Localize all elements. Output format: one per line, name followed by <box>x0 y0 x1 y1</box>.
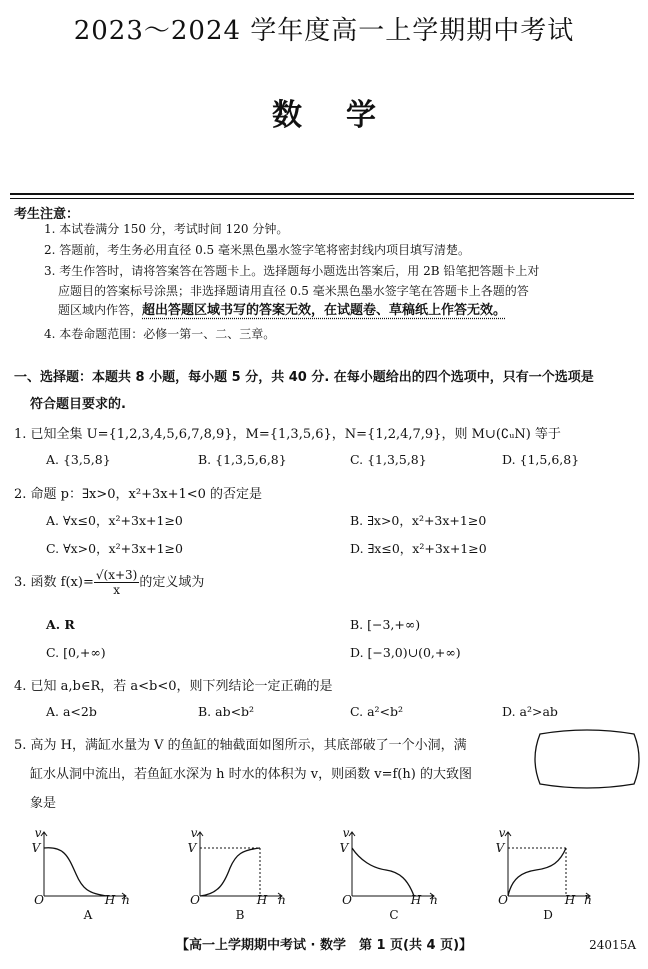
q4-option-c: C. a²<b² <box>350 704 404 719</box>
q3-stem <box>14 568 204 597</box>
graph-c-h-axis: h <box>430 893 438 907</box>
q4-stem: 4. 已知 a,b∈R，若 a<b<0，则下列结论一定正确的是 <box>14 679 333 694</box>
section1-line1: 一、选择题：本题共 8 小题，每小题 5 分，共 40 分. 在每小题给出的四个选项中，只有一个选项是 <box>14 370 594 385</box>
q4-option-a: A. a<2b <box>46 704 97 719</box>
exam-title: 2023～2024 学年度高一上学期期中考试 <box>73 16 575 46</box>
graph-a-v-max: V <box>31 841 41 855</box>
q1-option-a: A. {3,5,8} <box>46 452 111 467</box>
graph-b-h-mark: H <box>256 893 268 907</box>
graph-d-label: D <box>543 908 553 922</box>
graph-a-label: A <box>83 908 93 922</box>
graph-d-h-axis: h <box>584 893 592 907</box>
graph-b-origin: O <box>190 893 200 907</box>
q4-option-b: B. ab<b² <box>198 704 255 719</box>
q2-option-c: C. ∀x>0，x²+3x+1≥0 <box>46 541 183 556</box>
notice-item-3-cont: 应题目的答案标号涂黑；非选择题请用直径 0.5 毫米黑色墨水签字笔在答题卡上各题的答 <box>58 284 529 298</box>
q2-option-a: A. ∀x≤0，x²+3x+1≥0 <box>46 513 183 528</box>
q3-denominator: x <box>113 583 120 597</box>
graph-d-h-mark: H <box>564 893 576 907</box>
exam-code: 24015A <box>589 938 636 952</box>
graph-a-v-axis: v <box>34 826 42 840</box>
q2-option-b: B. ∃x>0，x²+3x+1≥0 <box>350 513 487 528</box>
q4-option-d: D. a²>ab <box>502 704 558 719</box>
page-footer: 【高一上学期期中考试 · 数学 第 1 页(共 4 页)】 <box>175 938 473 953</box>
graph-c-v-axis: v <box>342 826 350 840</box>
q3-option-a: A. R <box>46 617 75 632</box>
graph-b-v-axis: v <box>190 826 198 840</box>
notice-item-2: 2. 答题前，考生务必用直径 0.5 毫米黑色墨水签字笔将密封线内项目填写清楚。 <box>44 243 470 257</box>
q1-option-c: C. {1,3,5,8} <box>350 452 427 467</box>
notice-item-3-tail: 题区域内作答， <box>58 303 143 317</box>
q5-line2: 缸水从洞中流出，若鱼缸水深为 h 时水的体积为 v，则函数 v=f(h) 的大致图 <box>30 767 472 782</box>
notice-heading: 考生注意： <box>14 207 80 222</box>
q3-option-d: D. [−3,0)∪(0,+∞) <box>350 645 461 660</box>
q3-numerator: √(x+3) <box>95 568 138 582</box>
graph-c-label: C <box>389 908 399 922</box>
q2-stem: 2. 命题 p：∃x>0，x²+3x+1<0 的否定是 <box>14 487 263 502</box>
q3-fraction <box>94 568 139 597</box>
notice-item-4: 4. 本卷命题范围：必修一第一、二、三章。 <box>44 327 276 341</box>
subject-title: 数学 <box>272 98 420 133</box>
graph-c-h-mark: H <box>410 893 422 907</box>
fish-tank-diagram <box>534 728 640 790</box>
graph-d-v-axis: v <box>498 826 506 840</box>
q1-stem: 1. 已知全集 U={1,2,3,4,5,6,7,8,9}，M={1,3,5,6}，N={1,2,4,7,9}，则 M∪(∁ᵤN) 等于 <box>14 427 561 442</box>
graph-b-v-max: V <box>187 841 197 855</box>
q5-line1: 5. 高为 H，满缸水量为 V 的鱼缸的轴截面如图所示，其底部破了一个小洞，满 <box>14 738 467 753</box>
divider-thick <box>10 193 634 195</box>
q3-option-b: B. [−3,+∞) <box>350 617 421 632</box>
q1-option-d: D. {1,5,6,8} <box>502 452 580 467</box>
graph-b-h-axis: h <box>278 893 286 907</box>
q3-stem-post: 的定义域为 <box>139 575 205 590</box>
graph-c-v-max: V <box>339 841 349 855</box>
q2-option-d: D. ∃x≤0，x²+3x+1≥0 <box>350 541 487 556</box>
notice-item-3: 3. 考生作答时，请将答案答在答题卡上。选择题每小题选出答案后，用 2B 铅笔把答题卡上对 <box>44 264 540 278</box>
graph-b-label: B <box>235 908 245 922</box>
notice-item-3-end <box>58 302 506 319</box>
graph-d-v-max: V <box>495 841 505 855</box>
q3-option-c: C. [0,+∞) <box>46 645 106 660</box>
notice-emphasis: 超出答题区域书写的答案无效，在试题卷、草稿纸上作答无效。 <box>142 303 507 318</box>
q1-option-b: B. {1,3,5,6,8} <box>198 452 287 467</box>
notice-item-1: 1. 本试卷满分 150 分，考试时间 120 分钟。 <box>44 222 289 236</box>
graph-a-origin: O <box>34 893 44 907</box>
graph-c-origin: O <box>342 893 352 907</box>
graph-a-h-axis: h <box>122 893 130 907</box>
q5-line3: 象是 <box>30 796 57 811</box>
graph-d-origin: O <box>498 893 508 907</box>
q3-stem-pre: 3. 函数 f(x)= <box>14 575 94 590</box>
section1-line2: 符合题目要求的. <box>30 397 126 412</box>
graph-a-h-mark: H <box>104 893 116 907</box>
divider-thin <box>10 198 634 199</box>
